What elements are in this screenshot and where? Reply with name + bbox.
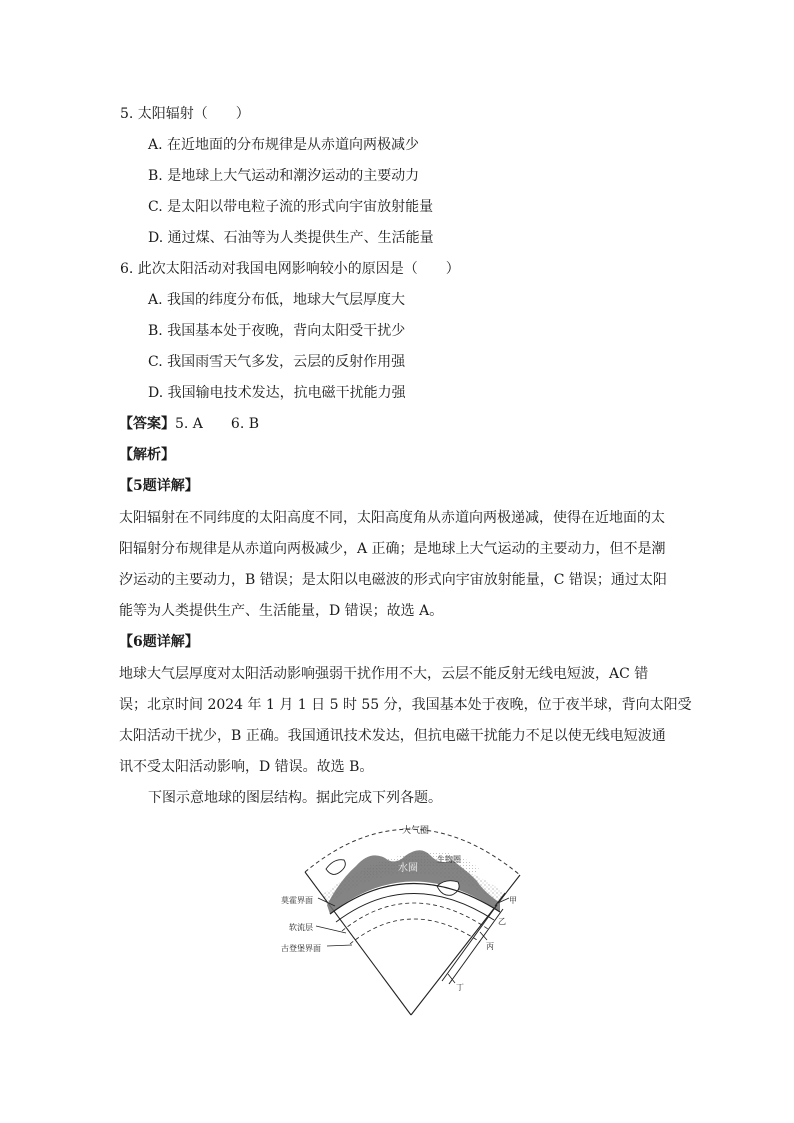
gutenberg-boundary: [350, 919, 480, 944]
measure-bar-inner: [449, 909, 503, 984]
detail6-line-2: 误；北京时间 2024 年 1 月 1 日 5 时 55 分，我国基本处于夜晚，位于夜半球，背向太阳受: [119, 697, 692, 713]
label-moho: 莫霍界面: [281, 896, 313, 905]
q5-option-b: B. 是地球上大气运动和潮汐运动的主要动力: [148, 168, 420, 184]
q6-option-b: B. 我国基本处于夜晚，背向太阳受干扰少: [148, 323, 406, 339]
detail5-line-1: 太阳辐射在不同纬度的太阳高度不同，太阳高度角从赤道向两极递减，使得在近地面的太: [119, 510, 665, 526]
detail5-heading: 【5题详解】: [119, 478, 199, 494]
label-yi: 乙: [498, 917, 506, 926]
label-biosphere: 生物圈: [437, 855, 461, 864]
detail5-line-3: 汐运动的主要动力，B 错误；是太阳以电磁波的形式向宇宙放射能量，C 错误；通过太阳: [119, 572, 667, 588]
q6-stem: 6. 此次太阳活动对我国电网影响较小的原因是（ ）: [120, 261, 460, 277]
q5-stem: 5. 太阳辐射（ ）: [120, 106, 250, 122]
crust-lower-line: [336, 893, 494, 922]
label-gutenberg: 古登堡界面: [281, 944, 321, 953]
hydrosphere-body: [327, 850, 500, 914]
continent-left: [326, 860, 345, 875]
ding-pointer: [448, 974, 455, 983]
asthenosphere-line: [342, 903, 488, 931]
label-asthenosphere: 软流层: [289, 923, 313, 932]
label-jia: 甲: [509, 896, 517, 905]
detail6-line-3: 太阳活动干扰少，B 正确。我国通讯技术发达，但抗电磁干扰能力不足以使无线电短波通: [119, 728, 666, 744]
detail6-line-4: 讯不受太阳活动影响，D 错误。故选 B。: [119, 759, 374, 775]
detail5-line-2: 阳辐射分布规律是从赤道向两极减少，A 正确；是地球上大气运动的主要动力，但不是潮: [119, 541, 666, 557]
detail5-line-4: 能等为人类提供生产、生活能量，D 错误；故选 A。: [119, 603, 444, 619]
q6-option-c: C. 我国雨雪天气多发，云层的反射作用强: [148, 354, 406, 370]
q5-option-a: A. 在近地面的分布规律是从赤道向两极减少: [148, 137, 420, 153]
q6-option-d: D. 我国输电技术发达，抗电磁干扰能力强: [148, 385, 406, 401]
q5-option-c: C. 是太阳以带电粒子流的形式向宇宙放射能量: [148, 199, 434, 215]
gutenberg-pointer: [327, 945, 352, 946]
q5-option-d: D. 通过煤、石油等为人类提供生产、生活能量: [148, 230, 434, 246]
label-atmosphere: 大气圈: [402, 826, 430, 836]
detail6-heading: 【6题详解】: [119, 634, 199, 650]
label-ding: 丁: [456, 983, 464, 992]
answer-text: 5. A 6. B: [175, 416, 260, 432]
answer-label: 【答案】: [119, 416, 175, 432]
detail6-line-1: 地球大气层厚度对太阳活动影响强弱干扰作用不大，云层不能反射无线电短波，AC 错: [119, 666, 649, 682]
asthenosphere-pointer: [316, 926, 346, 933]
label-hydrosphere: 水圈: [398, 863, 418, 874]
label-bing: 丙: [486, 942, 494, 951]
q6-option-a: A. 我国的纬度分布低，地球大气层厚度大: [148, 292, 406, 308]
figure-intro: 下图示意地球的图层结构。据此完成下列各题。: [148, 790, 442, 806]
analysis-heading: 【解析】: [119, 447, 175, 463]
